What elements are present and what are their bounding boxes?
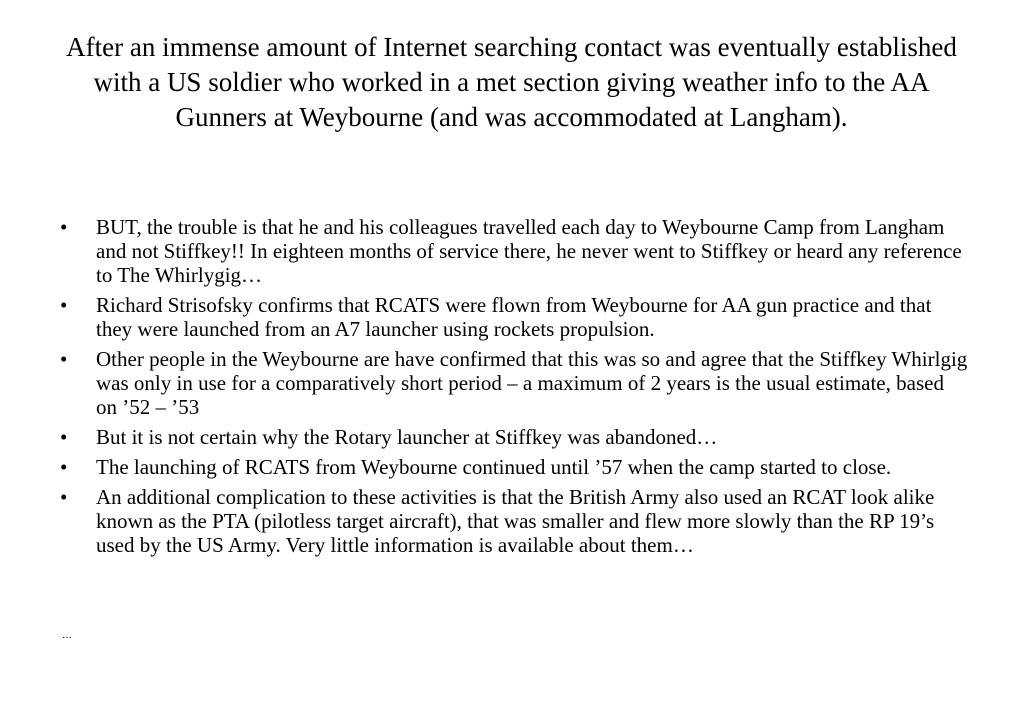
bullet-list xyxy=(58,215,970,563)
bullet-marker: • xyxy=(60,455,68,479)
bullet-text: An additional complication to these activities is that the British Army also used an RCAT look alike known as the PTA (pilotless target aircraft), that was smaller and flew more slowly than the RP 19’s used by the US Army. Very little information is available about them… xyxy=(96,485,935,557)
bullet-text: Richard Strisofsky confirms that RCATS were flown from Weybourne for AA gun practice and that they were launched from an A7 launcher using rockets propulsion. xyxy=(96,293,932,341)
bullet-text: BUT, the trouble is that he and his colleagues travelled each day to Weybourne Camp from Langham and not Stiffkey!! In eighteen months of service there, he never went to Stiffkey or heard any reference to The Whirlygig… xyxy=(96,215,962,287)
bullet-item xyxy=(58,455,970,479)
bullet-item xyxy=(58,425,970,449)
trailing-ellipsis: … xyxy=(62,630,72,641)
bullet-marker: • xyxy=(60,293,68,317)
bullet-marker: • xyxy=(60,215,68,239)
bullet-item xyxy=(58,485,970,557)
bullet-marker: • xyxy=(60,485,68,509)
bullet-item xyxy=(58,347,970,419)
bullet-marker: • xyxy=(60,347,68,371)
slide-title: After an immense amount of Internet searching contact was eventually established with a US soldier who worked in a met section giving weather info to the AA Gunners at Weybourne (and was accommodated at Langham). xyxy=(66,32,957,132)
bullet-marker: • xyxy=(60,425,68,449)
bullet-item xyxy=(58,293,970,341)
bullet-text: But it is not certain why the Rotary launcher at Stiffkey was abandoned… xyxy=(96,425,718,449)
bullet-item xyxy=(58,215,970,287)
bullet-text: The launching of RCATS from Weybourne continued until ’57 when the camp started to close. xyxy=(96,455,892,479)
bullet-text: Other people in the Weybourne are have confirmed that this was so and agree that the Stiffkey Whirlgig was only in use for a comparatively short period – a maximum of 2 years is the usual estimate, based on ’52 – ’53 xyxy=(96,347,968,419)
